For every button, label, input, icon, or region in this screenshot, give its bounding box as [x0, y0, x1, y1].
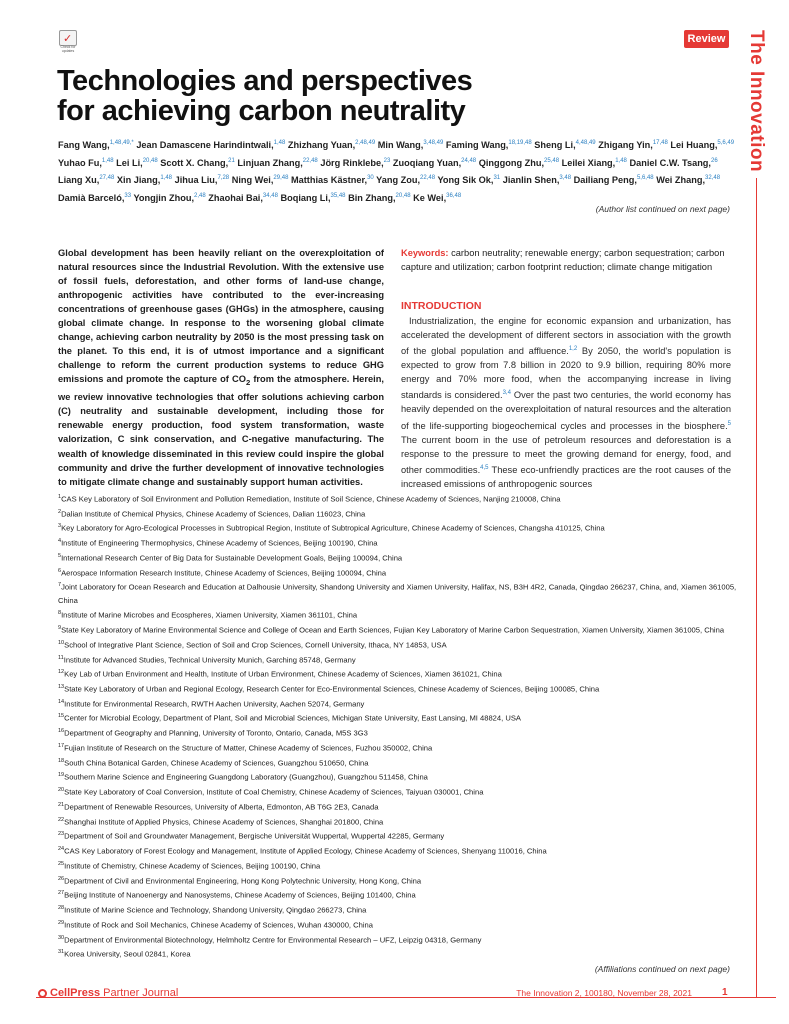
author-name[interactable] — [446, 140, 532, 150]
affiliation-item — [58, 520, 748, 535]
side-divider — [756, 178, 757, 998]
affiliation-item — [58, 873, 748, 888]
author-name-text: Leilei Xiang, — [561, 157, 616, 168]
author-name-text: Ke Wei, — [413, 192, 447, 203]
author-name[interactable] — [534, 140, 595, 150]
author-name-text: Jean Damascene Harindintwali, — [136, 140, 274, 151]
affiliation-item — [58, 769, 748, 784]
author-affiliation-marker[interactable]: 33 — [124, 192, 132, 199]
affiliation-text: School of Integrative Plant Science, Section of Soil and Crop Sciences, Cornell University, Ithaca, NY 14853, USA — [64, 640, 447, 650]
intro-text-3: Over the past two centuries, the world economy has heavily depended on the overexploitation of natural resources and the alteration of the life-supporting biogeochemical cycles and processes in the biosphere. — [401, 390, 731, 431]
author-affiliation-marker[interactable]: 1,48 — [160, 175, 173, 182]
affiliation-item — [58, 681, 748, 696]
affiliation-number: 27 — [58, 890, 65, 897]
author-name-text: Zhigang Yin, — [598, 140, 653, 151]
affiliation-number: 23 — [58, 831, 65, 838]
affiliation-item — [58, 579, 748, 607]
author-name[interactable] — [393, 158, 476, 168]
affiliation-number: 16 — [58, 728, 65, 735]
affiliation-item — [58, 828, 748, 843]
affiliation-item — [58, 491, 748, 506]
author-name[interactable] — [136, 140, 285, 150]
affiliation-number: 30 — [58, 934, 65, 941]
abstract-part-b: from the atmosphere. Herein, we review innovative technologies that offer solutions achieving carbon (C) neutrality and sustainable development, including those for renewable energy production, food system transformation, waste valorization, C sink conservation, and C-negative manufacturing. The wealth of knowledge disseminated in this review could inspire the global community and drive the further development of innovative technologies to mitigate climate change and sustainably support human activities. — [58, 374, 384, 487]
author-affiliation-marker[interactable]: 25,48 — [544, 157, 560, 164]
author-affiliation-marker[interactable]: 5,6,48 — [636, 175, 654, 182]
affiliation-item — [58, 637, 748, 652]
affiliation-item — [58, 607, 748, 622]
keywords-text: carbon neutrality; renewable energy; carbon sequestration; carbon capture and utilization; carbon footprint reduction; climate change mitigation — [401, 248, 725, 272]
affiliation-text: Institute of Marine Science and Technology, Shandong University, Qingdao 266273, China — [64, 905, 367, 915]
author-name-text: Jörg Rinklebe, — [320, 157, 384, 168]
page-number: 1 — [722, 987, 728, 998]
author-affiliation-marker[interactable]: 17,48 — [652, 140, 668, 146]
author-name[interactable] — [116, 158, 158, 168]
affiliation-number: 9 — [58, 625, 62, 632]
keywords-label: Keywords: — [401, 248, 449, 258]
affiliation-text: Shanghai Institute of Applied Physics, Chinese Academy of Sciences, Shanghai 201800, China — [64, 817, 384, 827]
author-name-text: Lei Li, — [116, 157, 143, 168]
affiliation-item — [58, 710, 748, 725]
affiliation-number: 20 — [58, 787, 65, 794]
affiliation-number: 10 — [58, 639, 65, 646]
author-name[interactable] — [58, 193, 131, 203]
review-badge: Review — [684, 30, 729, 48]
affiliation-text: State Key Laboratory of Urban and Regional Ecology, Research Center for Eco-Environmental Sciences, Chinese Academy of Sciences, Beijing 100085, China — [64, 684, 600, 694]
abstract-part-a: Global development has been heavily reliant on the overexploitation of natural resources since the Industrial Revolution. With the extensive use of fossil fuels, deforestation, and other forms of land-use change, anthropogenic activities have contributed to the ever-increasing concentrations of greenhouse gases (GHGs) in the atmosphere, causing global climate change. In response to the worsening global climate change, achieving carbon neutrality by 2050 is the most pressing task on the planet. To this end, it is of utmost importance and a significant challenge to reform the current production systems to reduce GHG emissions and promote the capture of CO — [58, 248, 384, 385]
affiliation-item — [58, 506, 748, 521]
affiliation-number: 25 — [58, 860, 65, 867]
affiliation-item — [58, 902, 748, 917]
author-name[interactable] — [160, 158, 235, 168]
author-name[interactable] — [656, 175, 720, 185]
affiliation-text: Center for Microbial Ecology, Department of Plant, Soil and Microbial Sciences, Michigan State University, East Lansing, MI 48824, USA — [64, 714, 521, 724]
author-name[interactable] — [175, 175, 230, 185]
author-name[interactable] — [378, 140, 444, 150]
author-name[interactable] — [288, 140, 375, 150]
author-affiliation-marker[interactable]: 20,48 — [142, 157, 158, 164]
affiliation-number: 28 — [58, 905, 65, 912]
author-name-text: Wei Zhang, — [656, 175, 706, 186]
author-list — [58, 136, 740, 206]
author-name-text: Qinggong Zhu, — [478, 157, 545, 168]
citation-ref[interactable]: 5 — [727, 420, 731, 427]
affiliation-text: Department of Soil and Groundwater Management, Bergische Universität Wuppertal, Wuppertal 42285, Germany — [64, 831, 445, 841]
author-name[interactable] — [503, 175, 571, 185]
affiliation-text: Institute for Advanced Studies, Technical University Munich, Garching 85748, Germany — [63, 655, 356, 665]
author-name-text: Jihua Liu, — [174, 175, 218, 186]
author-name[interactable] — [133, 193, 205, 203]
affiliation-text: Beijing Institute of Nanoenergy and Nanosystems, Chinese Academy of Sciences, Beijing 101400, China — [64, 890, 416, 900]
author-affiliation-marker[interactable]: 26 — [710, 157, 718, 164]
author-name-text: Daniel C.W. Tsang, — [629, 157, 711, 168]
affiliation-text: CAS Key Laboratory of Forest Ecology and Management, Institute of Applied Ecology, Chinese Academy of Sciences, Shenyang 110016, China — [64, 846, 547, 856]
brand-subtitle: Partner Journal — [103, 987, 179, 999]
author-affiliation-marker[interactable]: 2,48,49 — [355, 140, 376, 146]
citation-ref[interactable]: 1,2 — [568, 346, 578, 353]
affiliation-text: State Key Laboratory of Coal Conversion, Institute of Coal Chemistry, Chinese Academy of Sciences, Taiyuan 030001, China — [64, 787, 484, 797]
author-affiliation-marker[interactable]: 30 — [367, 175, 374, 182]
author-affiliation-marker[interactable]: 35,48 — [330, 192, 346, 199]
introduction-heading: INTRODUCTION — [401, 300, 482, 312]
author-name-text: Linjuan Zhang, — [237, 157, 303, 168]
affiliation-number: 14 — [58, 698, 65, 705]
author-name-text: Faming Wang, — [445, 140, 509, 151]
affiliation-number: 31 — [58, 949, 65, 956]
affiliation-text: Department of Environmental Biotechnology, Helmholtz Centre for Environmental Research – UFZ, Leipzig 04318, Germany — [64, 935, 482, 945]
author-affiliation-marker[interactable]: 34,48 — [262, 192, 278, 199]
affiliation-item — [58, 535, 748, 550]
affiliation-text: Institute of Engineering Thermophysics, Chinese Academy of Sciences, Beijing 100190, China — [61, 538, 378, 548]
affiliation-text: Department of Geography and Planning, University of Toronto, Ontario, Canada, M5S 3G3 — [64, 728, 368, 738]
author-name[interactable] — [117, 175, 172, 185]
affiliation-number: 2 — [58, 508, 62, 515]
affiliation-text: Institute for Environmental Research, RWTH Aachen University, Aachen 52074, Germany — [64, 699, 365, 709]
author-name[interactable] — [280, 193, 345, 203]
author-name-text: Zuoqiang Yuan, — [392, 157, 462, 168]
author-name-text: Boqiang Li, — [280, 192, 331, 203]
author-name[interactable] — [574, 175, 654, 185]
check-for-updates-label: Check for updates — [60, 45, 76, 53]
author-affiliation-marker[interactable]: 2,48 — [194, 192, 206, 199]
author-name-text: Yong Sik Ok, — [437, 175, 494, 186]
author-affiliation-marker[interactable]: 7,28 — [217, 175, 230, 182]
affiliation-item — [58, 565, 748, 580]
author-name[interactable] — [437, 175, 500, 185]
affiliation-number: 18 — [58, 757, 65, 764]
author-affiliation-marker[interactable]: 29,48 — [273, 175, 289, 182]
author-affiliation-marker[interactable]: 21 — [228, 157, 235, 164]
author-name[interactable] — [348, 193, 410, 203]
author-name-text: Liang Xu, — [58, 175, 100, 186]
author-name[interactable] — [237, 158, 317, 168]
author-name-text: Sheng Li, — [534, 140, 576, 151]
author-name[interactable] — [58, 175, 114, 185]
title-line-1: Technologies and perspectives — [57, 65, 473, 97]
author-name-text: Yuhao Fu, — [58, 157, 102, 168]
author-name-text: Fang Wang, — [58, 140, 110, 151]
author-affiliation-marker[interactable]: 18,19,48 — [508, 140, 532, 146]
affiliation-text: CAS Key Laboratory of Soil Environment and Pollution Remediation, Institute of Soil Science, Chinese Academy of Sciences, Nanjing 210008, China — [61, 494, 561, 504]
citation-ref[interactable]: 4,5 — [480, 464, 489, 471]
affiliation-number: 11 — [58, 654, 64, 661]
author-name[interactable] — [291, 175, 374, 185]
author-affiliation-marker[interactable]: 31 — [493, 175, 501, 182]
citation-footer: The Innovation 2, 100180, November 28, 2021 — [516, 988, 692, 998]
affiliation-number: 15 — [58, 713, 65, 720]
author-affiliation-marker[interactable]: 23 — [383, 157, 391, 164]
author-name-text: Dailiang Peng, — [573, 175, 637, 186]
author-name[interactable] — [58, 140, 134, 150]
affiliation-text: Key Lab of Urban Environment and Health, Institute of Urban Environment, Chinese Academy of Sciences, Xiamen 361021, China — [64, 669, 502, 679]
affiliation-item — [58, 799, 748, 814]
author-name-text: Scott X. Chang, — [160, 157, 229, 168]
affiliation-item — [58, 666, 748, 681]
affiliation-text: Institute of Chemistry, Chinese Academy of Sciences, Beijing 100190, China — [64, 861, 321, 871]
footer-brand — [38, 987, 178, 999]
affiliation-item — [58, 917, 748, 932]
affiliation-item — [58, 740, 748, 755]
journal-side-title: The Innovation — [746, 30, 767, 173]
author-affiliation-marker[interactable]: 4,48,49 — [575, 140, 596, 146]
affiliation-item — [58, 858, 748, 873]
affiliation-number: 29 — [58, 919, 65, 926]
affiliation-text: Aerospace Information Research Institute, Chinese Academy of Sciences, Beijing 100094, China — [61, 568, 387, 578]
author-affiliation-marker[interactable]: 24,48 — [461, 157, 477, 164]
affiliation-item — [58, 814, 748, 829]
affiliation-number: 19 — [58, 772, 65, 779]
article-title — [57, 66, 677, 126]
abstract-subscript: 2 — [245, 378, 251, 388]
author-affiliation-marker[interactable]: 5,6,49 — [717, 140, 735, 146]
affiliation-text: Institute of Rock and Soil Mechanics, Chinese Academy of Sciences, Wuhan 430000, China — [64, 920, 373, 930]
affiliation-item — [58, 784, 748, 799]
affiliation-number: 7 — [58, 582, 62, 589]
author-affiliation-marker[interactable]: 1,48 — [273, 140, 286, 146]
abstract — [58, 246, 384, 489]
affiliation-number: 4 — [58, 538, 62, 545]
affiliation-number: 13 — [58, 684, 65, 691]
check-for-updates-icon[interactable]: ✓ Check for updates — [59, 30, 77, 52]
affiliation-item — [58, 932, 748, 947]
author-affiliation-marker[interactable]: 36,48 — [446, 192, 462, 199]
affiliation-text: International Research Center of Big Data for Sustainable Development Goals, Beijing 100094, China — [61, 553, 403, 563]
brand-name: CellPress — [50, 987, 101, 999]
affiliation-number: 22 — [58, 816, 65, 823]
affiliation-text: Key Laboratory for Agro-Ecological Processes in Subtropical Region, Institute of Subtropical Agriculture, Chinese Academy of Sciences, Changsha 410125, China — [61, 524, 605, 533]
author-name-text: Matthias Kästner, — [290, 175, 368, 186]
affiliation-number: 17 — [58, 742, 65, 749]
affiliation-text: Institute of Marine Microbes and Ecospheres, Xiamen University, Xiamen 361101, China — [61, 610, 358, 620]
affiliation-item — [58, 550, 748, 565]
affiliation-text: Department of Renewable Resources, University of Alberta, Edmonton, AB T6G 2E3, Canada — [64, 802, 379, 812]
citation-ref[interactable]: 3,4 — [502, 390, 511, 397]
author-list-continued-note: (Author list continued on next page) — [595, 204, 730, 214]
author-name[interactable] — [232, 175, 289, 185]
author-name[interactable] — [670, 140, 734, 150]
affiliation-number: 8 — [58, 610, 62, 617]
affiliation-number: 26 — [58, 875, 65, 882]
affiliation-number: 3 — [58, 523, 62, 530]
affiliation-text: Joint Laboratory for Ocean Research and Education at Dalhousie University, Shandong University and Xiamen University, Halifax, NS, B3H 4R2, Canada, Qingdao 266237, China, and, Xiamen 361005, China — [58, 582, 737, 606]
author-name-text: Zhaohai Bai, — [208, 192, 263, 203]
keywords — [401, 246, 731, 274]
affiliation-item — [58, 946, 748, 961]
author-affiliation-marker[interactable]: 27,48 — [99, 175, 115, 182]
author-name-text: Jianlin Shen, — [502, 175, 560, 186]
affiliations-list — [58, 491, 748, 961]
affiliation-text: South China Botanical Garden, Chinese Academy of Sciences, Guangzhou 510650, China — [64, 758, 369, 768]
author-name-text: Zhizhang Yuan, — [287, 140, 356, 151]
affiliation-text: Southern Marine Science and Engineering Guangdong Laboratory (Guangzhou), Guangzhou 511458, China — [64, 772, 428, 782]
author-name[interactable] — [629, 158, 717, 168]
affiliation-item — [58, 755, 748, 770]
affiliation-number: 12 — [58, 669, 65, 676]
author-affiliation-marker[interactable]: 22,48 — [302, 157, 318, 164]
author-affiliation-marker[interactable]: 3,48 — [559, 175, 572, 182]
author-affiliation-marker[interactable]: 1,48,49,* — [109, 140, 134, 146]
author-name[interactable] — [413, 193, 461, 203]
introduction-text — [401, 314, 731, 491]
affiliation-text: Department of Civil and Environmental Engineering, Hong Kong Polytechnic University, Hong Kong, China — [64, 876, 422, 886]
author-name[interactable] — [208, 193, 278, 203]
author-name-text: Damià Barceló, — [58, 192, 125, 203]
intro-text-1: Industrialization, the engine for economic expansion and urbanization, has accelerated the development of different sectors in association with the growth of the global population and affluence. — [401, 316, 731, 357]
author-name[interactable] — [479, 158, 559, 168]
affiliations-continued-note: (Affiliations continued on next page) — [594, 964, 730, 974]
author-name[interactable] — [320, 158, 390, 168]
affiliation-text: State Key Laboratory of Marine Environmental Science and College of Ocean and Earth Sciences, Fujian Key Laboratory of Marine Carbon Sequestration, Xiamen University, Xiamen 361005, China — [61, 625, 725, 635]
author-name[interactable] — [598, 140, 668, 150]
affiliation-item — [58, 696, 748, 711]
author-name-text: Min Wang, — [377, 140, 424, 151]
affiliation-item — [58, 652, 748, 667]
affiliation-item — [58, 843, 748, 858]
author-name-text: Yang Zou, — [376, 175, 421, 186]
affiliation-text: Korea University, Seoul 02841, Korea — [64, 949, 191, 959]
affiliation-item — [58, 725, 748, 740]
author-affiliation-marker[interactable]: 1,48 — [615, 157, 627, 164]
affiliation-number: 21 — [58, 801, 65, 808]
author-name-text: Yongjin Zhou, — [133, 192, 195, 203]
author-affiliation-marker[interactable]: 3,48,49 — [423, 140, 444, 146]
author-name-text: Ning Wei, — [231, 175, 274, 186]
author-name-text: Xin Jiang, — [116, 175, 161, 186]
author-affiliation-marker[interactable]: 22,48 — [420, 175, 436, 182]
author-name-text: Lei Huang, — [670, 140, 718, 151]
affiliation-number: 24 — [58, 846, 65, 853]
cellpress-logo-icon — [38, 989, 47, 998]
author-affiliation-marker[interactable]: 1,48 — [101, 157, 114, 164]
intro-text-4: The current boom in the use of petroleum resources and deforestation is a response to the pressure to meet the growing demand for energy, food, and other commodities. — [401, 434, 731, 475]
intro-text-5: These eco-unfriendly practices are the root causes of the increased emissions of anthropogenic sources — [401, 464, 732, 489]
author-name-text: Bin Zhang, — [348, 192, 396, 203]
affiliation-text: Dalian Institute of Chemical Physics, Chinese Academy of Sciences, Dalian 116023, China — [61, 509, 366, 519]
affiliation-number: 6 — [58, 567, 62, 574]
affiliation-number: 5 — [58, 552, 62, 559]
affiliation-item — [58, 622, 748, 637]
affiliation-text: Fujian Institute of Research on the Structure of Matter, Chinese Academy of Sciences, Fuzhou 350002, China — [64, 743, 433, 753]
title-line-2: for achieving carbon neutrality — [57, 95, 466, 127]
author-name[interactable] — [376, 175, 435, 185]
affiliation-item — [58, 887, 748, 902]
affiliation-number: 1 — [58, 494, 62, 500]
intro-text-2: By 2050, the world's population is expected to grow from 7.8 billion in 2020 to 9.9 billion, requiring 80% more energy and 70% more food, when the accompanying increase in living standards is considered. — [401, 346, 731, 401]
author-affiliation-marker[interactable]: 32,48 — [705, 175, 721, 182]
author-name[interactable] — [58, 158, 114, 168]
author-affiliation-marker[interactable]: 20,48 — [395, 192, 411, 199]
author-name[interactable] — [562, 158, 627, 168]
